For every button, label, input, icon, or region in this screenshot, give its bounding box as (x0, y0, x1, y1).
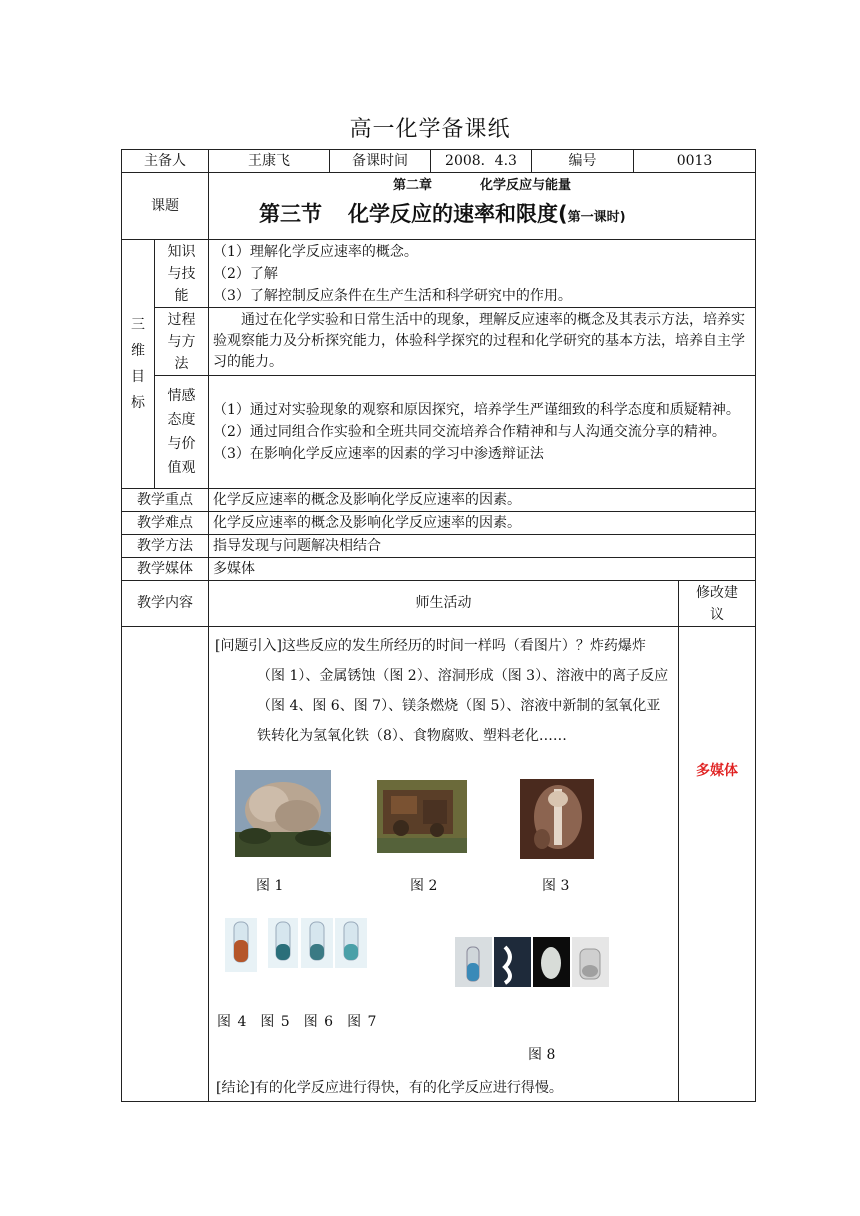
subject-label: 课题 (122, 173, 209, 240)
section-name: 化学反应的速率和限度( (348, 202, 568, 226)
date-value: 2008．4.3 (431, 150, 532, 173)
content-empty-cell (122, 627, 209, 1102)
cave-photo (520, 779, 594, 859)
media-label: 教学媒体 (122, 558, 209, 581)
knowledge-item: （3）了解控制反应条件在生产生活和科学研究中的作用。 (213, 287, 572, 304)
explosion-photo (235, 770, 331, 857)
key-label: 教学重点 (122, 489, 209, 512)
number-label: 编号 (532, 150, 634, 173)
activity-intro: [问题引入]这些反应的发生所经历的时间一样吗（看图片）？炸药爆炸（图 1）、金属锈蚀（图 2）、溶洞形成（图 3）、溶液中的离子反应（图 4、图 6、图 7）、镁条燃烧（图 5）、溶液中新制的氢氧化亚铁转化为氢氧化铁（8）、食物腐败、塑料老化…… (215, 638, 669, 744)
suggestion-label: 修改建议 (679, 581, 756, 627)
conclusion-text: [结论]有的化学反应进行得快，有的化学反应进行得慢。 (216, 1080, 563, 1096)
ferrous-hydroxide-photos (455, 937, 609, 987)
test-tube-photo (335, 918, 367, 968)
emotion-item: （1）通过对实验现象的观察和原因探究，培养学生严谨细致的科学态度和质疑精神。 (213, 402, 740, 418)
page-title: 高一化学备课纸 (349, 117, 511, 142)
test-tube-photo (225, 918, 257, 972)
method-row (122, 535, 756, 558)
subject-cell (209, 173, 756, 240)
figure-2-caption: 图 2 (410, 878, 438, 894)
goal-emotion-row (122, 376, 756, 489)
media-text: 多媒体 (209, 558, 756, 581)
goal-knowledge-row (122, 240, 756, 308)
emotion-label: 情感态度与价值观 (155, 376, 209, 489)
figure-4-7-captions: 图 4 图 5 图 6 图 7 (217, 1014, 377, 1030)
knowledge-label: 知识与技能 (155, 240, 209, 308)
section-period: 第一课时) (567, 210, 626, 225)
section-title (259, 204, 751, 228)
process-label: 过程与方法 (155, 308, 209, 376)
key-text: 化学反应速率的概念及影响化学反应速率的因素。 (209, 489, 756, 512)
difficulty-row (122, 512, 756, 535)
figure-3-caption: 图 3 (542, 878, 570, 894)
preparer-name: 王康飞 (209, 150, 330, 173)
content-header-row (122, 581, 756, 627)
suggestion-text: 多媒体 (696, 763, 738, 779)
subject-row (122, 173, 756, 240)
chapter-line (213, 175, 751, 196)
knowledge-item: （2）了解 (213, 265, 278, 282)
date-label: 备课时间 (330, 150, 431, 173)
emotion-item: （3）在影响化学反应速率的因素的学习中渗透辩证法 (213, 446, 544, 462)
goals-label: 三维目标 (122, 240, 155, 489)
process-text: 通过在化学实验和日常生活中的现象，理解反应速率的概念及其表示方法，培养实验观察能力及分析探究能力，体验科学探究的过程和化学研究的基本方法，培养自主学习的能力。 (209, 308, 756, 376)
figure-8-caption: 图 8 (528, 1047, 556, 1063)
key-row (122, 489, 756, 512)
figure-1-caption: 图 1 (256, 878, 284, 894)
method-text: 指导发现与问题解决相结合 (209, 535, 756, 558)
test-tube-photo (301, 918, 333, 968)
emotion-item: （2）通过同组合作实验和全班共同交流培养合作精神和与人沟通交流分享的精神。 (213, 424, 726, 440)
chapter: 第二章 (392, 178, 432, 193)
rusted-metal-photo (377, 780, 467, 853)
knowledge-item: （1）理解化学反应速率的概念。 (213, 243, 418, 260)
number-value: 0013 (634, 150, 756, 173)
difficulty-text: 化学反应速率的概念及影响化学反应速率的因素。 (209, 512, 756, 535)
section-number: 第三节 (259, 202, 322, 226)
difficulty-label: 教学难点 (122, 512, 209, 535)
header-row (122, 150, 756, 173)
test-tube-photo (268, 918, 298, 968)
preparer-label: 主备人 (122, 150, 209, 173)
method-label: 教学方法 (122, 535, 209, 558)
content-label: 教学内容 (122, 581, 209, 627)
media-row (122, 558, 756, 581)
suggestion-cell (679, 627, 756, 1102)
emotion-items (209, 376, 756, 489)
knowledge-items (209, 240, 756, 308)
chapter-title: 化学反应与能量 (480, 178, 572, 193)
goal-process-row (122, 308, 756, 376)
lesson-plan-table (121, 149, 756, 1102)
activity-label: 师生活动 (209, 581, 679, 627)
